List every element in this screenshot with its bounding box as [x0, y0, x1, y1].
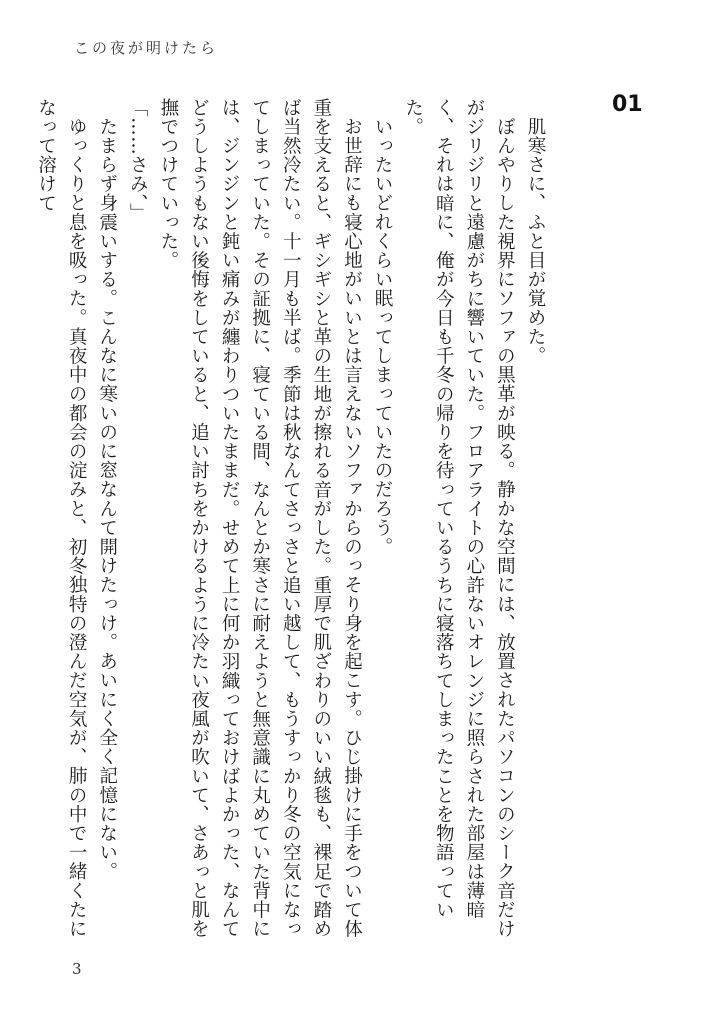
page-number: 3	[72, 960, 82, 978]
paragraph: お世辞にも寝心地がいいとは言えないソファからのっそり身を起こす。ひじ掛けに手をついて体重を支えると、ギシギシと革の生地が擦れる音がした。重厚で肌ざわりのいい絨毯も、裸足で踏めば当然冷たい。十一月も半ば。季節は秋なんてさっさと追い越して、もうすっかり冬の空気になってしまっていた。その証拠に、寝ている間、なんとか寒さに耐えようと無意識に丸めていた背中には、ジンジンと鈍い痛みが纏わりついたままだ。せめて上に何か羽織っておけばよかった、なんてどうしようもない後悔をしていると、追い討ちをかけるように冷たい夜風が吹いて、さあっと肌を撫でつけていった。	[157, 98, 363, 939]
paragraph: いったいどれくらい眠ってしまっていたのだろう。	[372, 116, 394, 556]
paragraph: ぼんやりした視界にソファの黒革が映る。静かな空間には、放置されたパソコンのシーク音だけがジリジリと遠慮がちに響いていた。フロアライトの心許ないオレンジに照らされた部屋は薄暗く、それは暗に、俺が今日も千冬の帰りを待っているうちに寝落ちてしまったことを物語っていた。	[402, 98, 516, 938]
paragraph: 肌寒さに、ふと目が覚めた。	[525, 116, 546, 365]
running-header: この夜が明けたら	[74, 39, 219, 57]
paragraph: たまらず身震いする。こんなに寒いのに窓なんて開けたっけ。あいにく全く記憶にない。	[96, 116, 118, 881]
chapter-number: 01	[612, 92, 643, 117]
paragraph: ゆっくりと息を吸った。真夜中の都会の淀みと、初冬独特の澄んだ空気が、肺の中で一緒くたになって溶けて	[35, 98, 88, 938]
novel-body	[35, 98, 550, 944]
dialogue-line: 「……さみ、」	[127, 98, 149, 223]
